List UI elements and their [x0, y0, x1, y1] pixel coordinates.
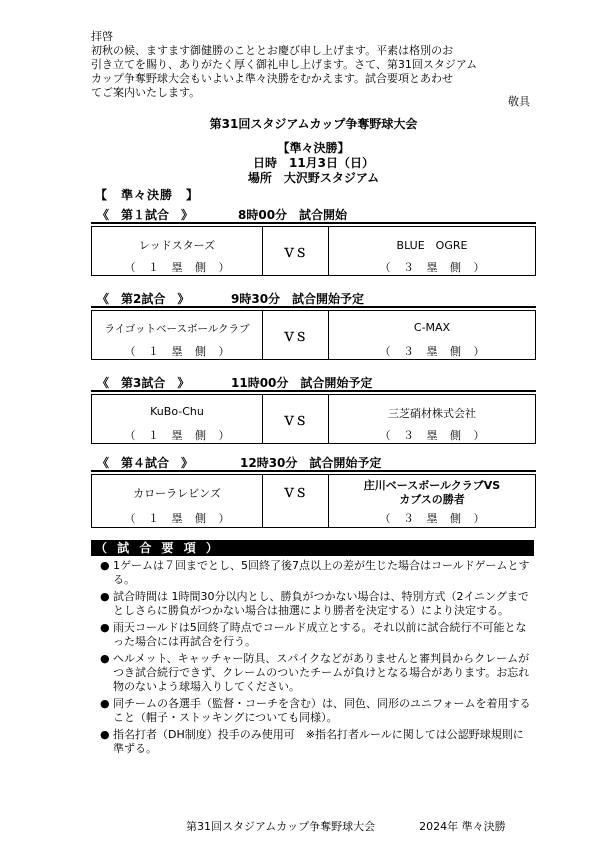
dugout-side: （ １ 塁 側 ） — [124, 429, 230, 442]
requirement-item — [100, 652, 534, 694]
greeting-line: てご案内いたします。 — [91, 86, 201, 99]
event-title: 第31回スタジアムカップ争奪野球大会 — [209, 117, 418, 131]
greeting-closing: 敬具 — [508, 95, 530, 108]
bullet-icon: ● — [100, 590, 110, 603]
third-base-team-cell — [329, 475, 535, 527]
match-table — [91, 226, 536, 276]
team-name: 三芝硝材株式会社 — [388, 407, 476, 420]
requirements-heading — [91, 540, 534, 556]
match-time: 12時30分 試合開始予定 — [240, 456, 382, 470]
greeting-line: 引き立てを賜り、ありがたく厚く御礼申し上げます。さて、第31回スタジアム — [91, 58, 478, 71]
bullet-icon: ● — [100, 728, 110, 741]
vs-label: ＶＳ — [282, 486, 307, 500]
event-round: 【準々決勝】 — [277, 141, 350, 155]
bullet-icon: ● — [100, 697, 110, 710]
vs-cell — [262, 227, 329, 275]
match-time: 8時00分 試合開始 — [238, 208, 348, 222]
vs-cell — [262, 395, 329, 443]
dugout-side: （ ３ 塁 側 ） — [379, 429, 485, 442]
dugout-side: （ ３ 塁 側 ） — [379, 512, 485, 525]
bullet-icon: ● — [100, 559, 110, 572]
vs-cell — [262, 311, 329, 359]
dugout-side: （ １ 塁 側 ） — [124, 261, 230, 274]
match-table — [91, 310, 536, 360]
first-base-team-cell — [92, 395, 263, 443]
vs-label: ＶＳ — [282, 414, 307, 428]
match-time: 11時00分 試合開始予定 — [231, 376, 373, 390]
dugout-side: （ １ 塁 側 ） — [124, 512, 230, 525]
dugout-side: （ ３ 塁 側 ） — [379, 345, 485, 358]
match-game-label: 《 第１試合 》 — [97, 208, 194, 222]
requirement-item — [100, 621, 534, 649]
match-game-label: 《 第3試合 》 — [97, 376, 190, 390]
match-table — [91, 474, 536, 528]
requirement-text: 雨天コールドは5回終了時点でコールド成立とする。それ以前に試合続行不可能となった場合には再試合を行う。 — [113, 621, 527, 648]
team-name: KuBo-Chu — [150, 405, 204, 418]
requirement-item — [100, 728, 534, 756]
team-name: BLUE OGRE — [396, 239, 468, 252]
requirement-text: 1ゲームは７回までとし、5回終了後7点以上の差が生じた場合はコールドゲームとする。 — [113, 559, 530, 586]
bullet-icon: ● — [100, 621, 110, 634]
team-name: レッドスターズ — [138, 239, 216, 252]
requirements-list — [100, 559, 534, 759]
greeting-opening: 拝啓 — [91, 30, 113, 43]
event-date: 日時 11月3日（日） — [252, 156, 375, 170]
first-base-team-cell — [92, 475, 263, 527]
section-label: 【 準々決勝 】 — [95, 188, 200, 202]
first-base-team-cell — [92, 227, 263, 275]
requirement-text: 試合時間は 1時間30分以内とし、勝負がつかない場合は、特別方式（2イニングまでとしさらに勝負がつかない場合は抽選により勝者を決定する）により決定する。 — [113, 590, 529, 617]
team-name: 庄川ベースボールクラブVS — [363, 479, 501, 492]
vs-label: ＶＳ — [282, 330, 307, 344]
third-base-team-cell — [329, 395, 535, 443]
requirement-item — [100, 590, 534, 618]
greeting-line: 初秋の候、ますます御健勝のこととお慶び申し上げます。平素は格別のお — [91, 44, 454, 57]
first-base-team-cell — [92, 311, 263, 359]
match-table — [91, 394, 536, 444]
requirements-heading-text: （ 試 合 要 項 ） — [95, 541, 221, 555]
team-name: カローラレビンズ — [133, 487, 221, 500]
match-game-label: 《 第４試合 》 — [97, 456, 194, 470]
dugout-side: （ １ 塁 側 ） — [124, 345, 230, 358]
match-header — [91, 208, 536, 224]
requirement-item — [100, 697, 534, 725]
greeting-letter — [91, 30, 536, 100]
match-time: 9時30分 試合開始予定 — [231, 292, 365, 306]
match-header — [91, 376, 536, 392]
third-base-team-cell — [329, 227, 535, 275]
requirement-item — [100, 559, 534, 587]
third-base-team-cell — [329, 311, 535, 359]
requirement-text: ヘルメット、キャッチャー防具、スパイクなどがありませんと審判員からクレームがつき試合続行できず、クレームのついたチームが負けとなる場合があります。お忘れ物のないよう球場入りしてください。 — [113, 652, 530, 693]
requirement-text: 同チームの各選手（監督・コーチを含む）は、同色、同形のユニフォームを着用すること（帽子・ストッキングについても同様）。 — [113, 697, 531, 724]
team-name: ライゴットベースボールクラブ — [104, 323, 250, 335]
match-header — [91, 292, 536, 308]
greeting-line: カップ争奪野球大会もいよいよ準々決勝をむかえます。試合要項とあわせ — [91, 72, 454, 85]
footer-edition: 2024年 準々決勝 — [419, 820, 506, 833]
footer — [186, 818, 506, 834]
team-name: C-MAX — [413, 321, 451, 334]
match-header — [91, 456, 536, 472]
footer-event: 第31回スタジアムカップ争奪野球大会 — [186, 820, 376, 833]
dugout-side: （ ３ 塁 側 ） — [379, 261, 485, 274]
team-name-line2: カブスの勝者 — [399, 493, 465, 506]
match-game-label: 《 第2試合 》 — [97, 292, 190, 306]
requirement-text: 指名打者（DH制度）投手のみ使用可 ※指名打者ルールに関しては公認野球規則に準ずる。 — [113, 728, 524, 755]
event-venue: 場所 大沢野スタジアム — [247, 171, 380, 185]
vs-label: ＶＳ — [282, 246, 307, 260]
bullet-icon: ● — [100, 652, 110, 665]
vs-cell — [262, 475, 329, 527]
